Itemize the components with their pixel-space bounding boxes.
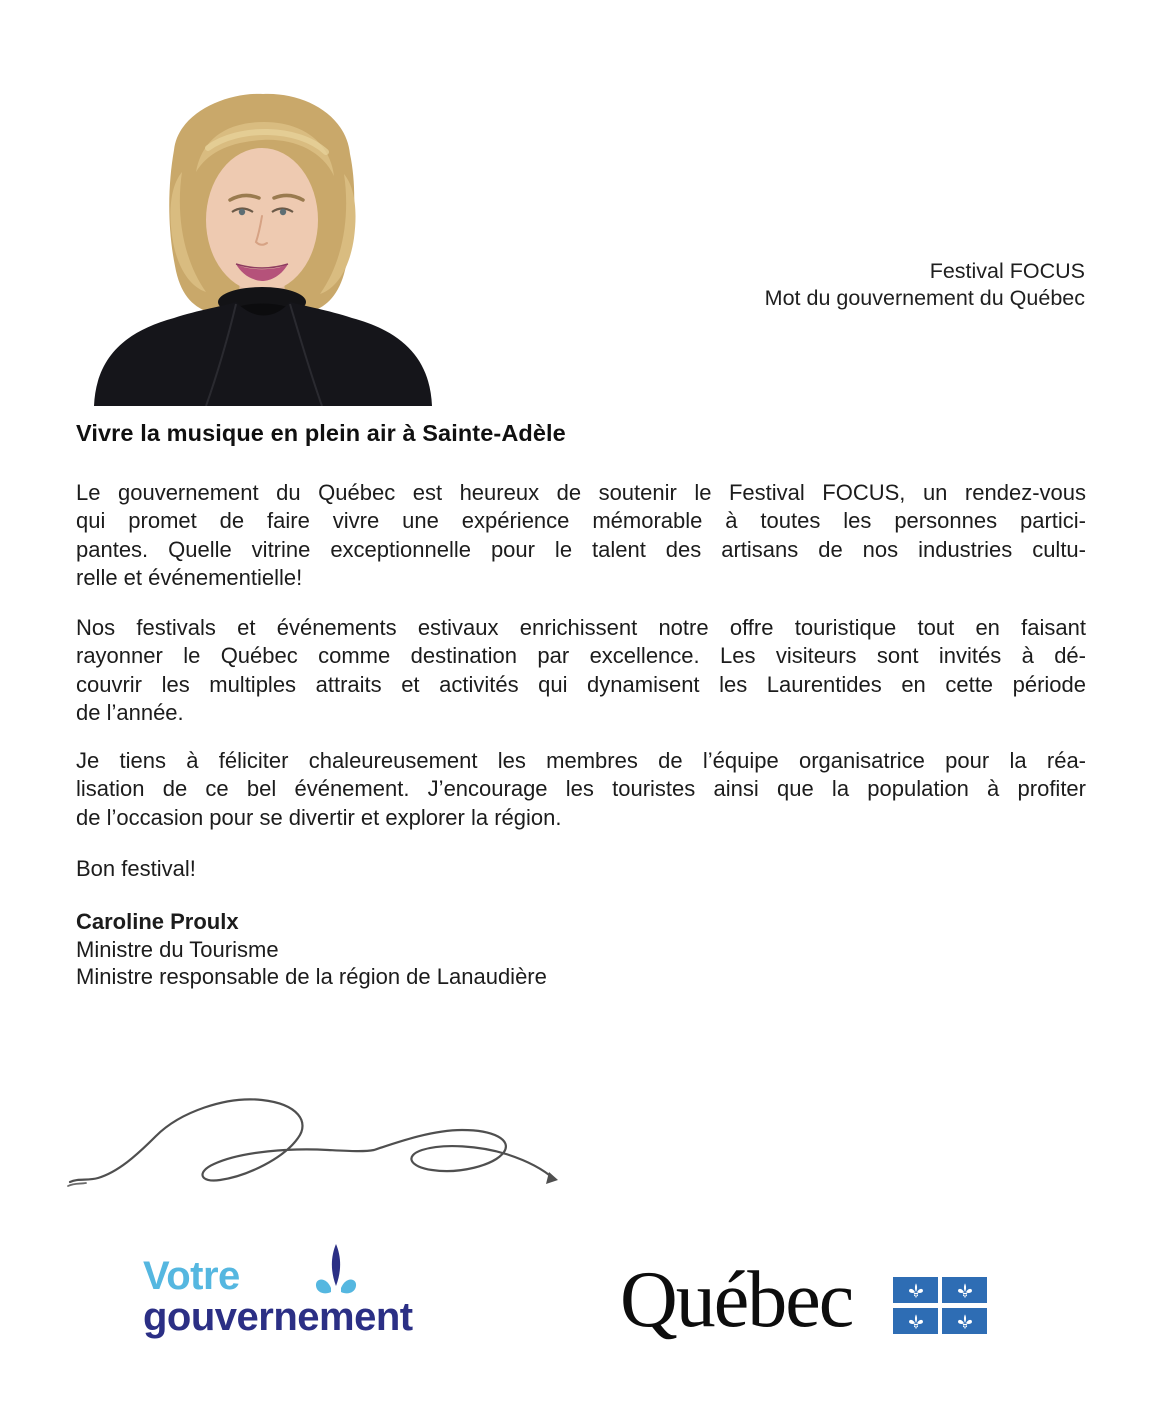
votre-gouvernement-line2: gouvernement xyxy=(143,1295,413,1339)
paragraph-2 xyxy=(76,614,1086,728)
paragraph-line: rayonner le Québec comme destination par excellence. Les visiteurs sont invités à dé- xyxy=(76,643,1086,669)
header-line-event: Festival FOCUS xyxy=(929,259,1085,283)
paragraph-line: relle et événementielle! xyxy=(76,565,303,591)
paragraph-line: Le gouvernement du Québec est heureux de soutenir le Festival FOCUS, un rendez-vous xyxy=(76,480,1086,505)
votre-gouvernement-line1: Votre xyxy=(143,1254,240,1298)
fleur-de-lis-icon xyxy=(310,1242,362,1302)
letter-title: Vivre la musique en plein air à Sainte-Adèle xyxy=(76,420,566,446)
paragraph-line: couvrir les multiples attraits et activités qui dynamisent les Laurentides en cette période xyxy=(76,671,1086,697)
flag-tile-fleur-icon xyxy=(942,1277,987,1303)
paragraph-line: de l’année. xyxy=(76,700,184,726)
paragraph-line: pantes. Quelle vitrine exceptionnelle pour le talent des artisans de nos industries cultu- xyxy=(76,536,1086,562)
flag-tile-fleur-icon xyxy=(942,1308,987,1334)
signatory-title-1: Ministre du Tourisme xyxy=(76,936,279,962)
signatory-name: Caroline Proulx xyxy=(76,909,239,934)
paragraph-line: lisation de ce bel événement. J’encourage les touristes ainsi que la population à profiter xyxy=(76,776,1086,802)
flag-tile-fleur-icon xyxy=(893,1308,938,1334)
paragraph-line: Je tiens à féliciter chaleureusement les membres de l’équipe organisatrice pour la réa- xyxy=(76,748,1086,773)
handwritten-signature xyxy=(60,1080,565,1192)
header-line-source: Mot du gouvernement du Québec xyxy=(764,286,1085,310)
paragraph-3 xyxy=(76,747,1086,832)
signatory-title-2: Ministre responsable de la région de Lanaudière xyxy=(76,964,547,990)
paragraph-1 xyxy=(76,479,1086,593)
paragraph-line: qui promet de faire vivre une expérience mémorable à toutes les personnes partici- xyxy=(76,508,1086,534)
quebec-flag-icon xyxy=(893,1277,987,1334)
votre-gouvernement-logo xyxy=(143,1256,413,1337)
flag-tile-fleur-icon xyxy=(893,1277,938,1303)
paragraph-line: de l’occasion pour se divertir et explorer la région. xyxy=(76,804,562,830)
paragraph-line: Nos festivals et événements estivaux enrichissent notre offre touristique tout en faisant xyxy=(76,615,1086,640)
signatory-block xyxy=(76,908,547,991)
quebec-wordmark: Québec xyxy=(620,1256,853,1344)
portrait-photo xyxy=(78,88,440,406)
closing-line: Bon festival! xyxy=(76,856,196,881)
document-header xyxy=(765,258,1085,312)
